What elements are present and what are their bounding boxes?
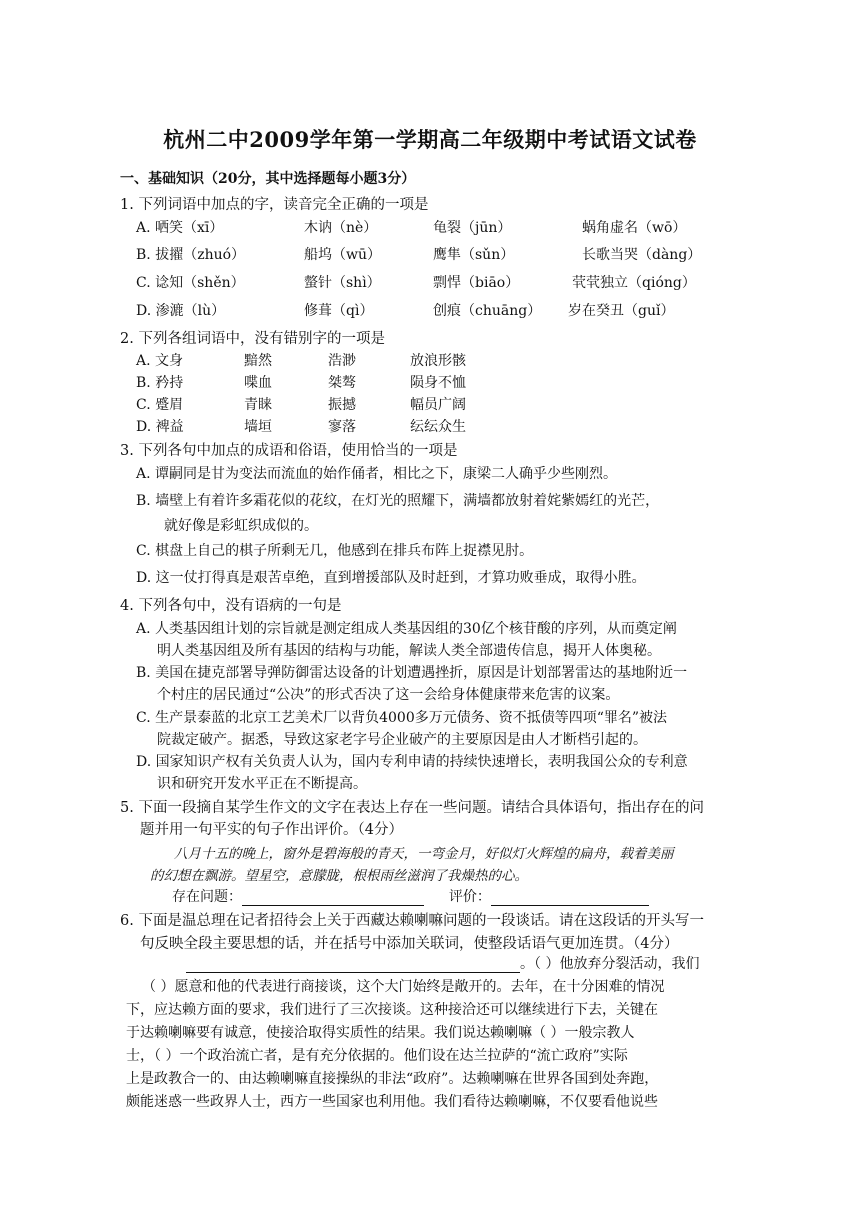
q5-comment-label: 评价：	[448, 889, 491, 905]
q3-option-d: D. 这一仗打得真是艰苦卓绝，直到增援部队及时赶到，才算功败垂成，取得小胜。	[136, 570, 646, 586]
q1-d-1: D. 渗漉（lù）	[136, 303, 226, 319]
question-5-stem-line2: 题并用一句平实的句子作出评价。（4分）	[140, 822, 403, 838]
q1-a-4: 蜗角虚名（wō）	[582, 220, 687, 236]
q1-d-4: 岁在癸丑（guǐ）	[568, 303, 675, 319]
q2-c-1: C. 蹙眉	[136, 397, 184, 413]
q1-c-1: C. 谂知（shěn）	[136, 275, 245, 291]
q1-b-1: B. 拔擢（zhuó）	[136, 247, 246, 263]
q4-option-c-line1: C. 生产景泰蓝的北京工艺美术厂以背负4000多万元债务、资不抵债等四项“罪名”被法	[136, 710, 668, 726]
question-6-stem-line1: 6. 下面是温总理在记者招待会上关于西藏达赖喇嘛问题的一段谈话。请在这段话的开头写一	[120, 913, 704, 929]
question-1-stem: 1. 下列词语中加点的字，读音完全正确的一项是	[120, 197, 429, 213]
q1-a-3: 龟裂（jūn）	[433, 220, 512, 236]
q5-passage-line2: 的幻想在飘游。望星空，意朦胧，根根雨丝滋润了我燥热的心。	[150, 868, 528, 884]
q5-problem-blank[interactable]	[242, 891, 424, 906]
q5-answer-line	[172, 886, 649, 906]
q1-d-2: 修葺（qì）	[304, 303, 374, 319]
q6-text-line1: 。（ ）他放弃分裂活动，我们	[520, 956, 700, 972]
q2-d-3: 寥落	[328, 419, 356, 435]
question-5-stem-line1: 5. 下面一段摘自某学生作文的文字在表达上存在一些问题。请结合具体语句，指出存在的问	[120, 800, 704, 816]
question-3-stem: 3. 下列各句中加点的成语和俗语，使用恰当的一项是	[120, 443, 458, 459]
q2-d-1: D. 裨益	[136, 419, 184, 435]
q2-a-1: A. 文身	[136, 353, 184, 369]
q2-c-4: 幅员广阔	[410, 397, 466, 413]
q4-option-d-line2: 识和研究开发水平正在不断提高。	[157, 776, 367, 792]
q2-b-4: 陨身不恤	[410, 375, 466, 391]
question-4-stem: 4. 下列各句中，没有语病的一句是	[120, 598, 342, 614]
q6-text-line5: 士，（ ）一个政治流亡者，是有充分依据的。他们设在达兰拉萨的“流亡政府”实际	[126, 1048, 628, 1064]
q1-c-4: 茕茕独立（qióng）	[572, 275, 696, 291]
q4-option-c-line2: 院裁定破产。据悉，导致这家老字号企业破产的主要原因是由人才断档引起的。	[157, 732, 647, 748]
q1-b-4: 长歌当哭（dàng）	[582, 247, 702, 263]
q2-b-3: 桀骜	[328, 375, 356, 391]
q6-opening-blank[interactable]	[186, 958, 520, 973]
q2-c-3: 振撼	[328, 397, 356, 413]
q3-option-b-line1: B. 墙壁上有着许多霜花似的花纹，在灯光的照耀下，满墙都放射着姹紫嫣红的光芒，	[136, 493, 660, 509]
q3-option-c: C. 棋盘上自己的棋子所剩无几，他感到在排兵布阵上捉襟见肘。	[136, 543, 534, 559]
q2-c-2: 青睐	[244, 397, 272, 413]
question-2-stem: 2. 下列各组词语中，没有错别字的一项是	[120, 331, 385, 347]
q1-d-3: 创痕（chuāng）	[433, 303, 542, 319]
q5-passage-line1: 八月十五的晚上，窗外是碧海般的青天，一弯金月，好似灯火辉煌的扁舟，载着美丽	[174, 846, 674, 862]
q4-option-b-line1: B. 美国在捷克部署导弹防御雷达设备的计划遭遇挫折，原因是计划部署雷达的基地附近一	[136, 665, 688, 681]
q1-a-1: A. 哂笑（xī）	[136, 220, 224, 236]
q6-text-line7: 颇能迷惑一些政界人士，西方一些国家也利用他。我们看待达赖喇嘛，不仅要看他说些	[126, 1094, 658, 1110]
page-title: 杭州二中2009学年第一学期高二年级期中考试语文试卷	[163, 127, 697, 152]
q4-option-a-line1: A. 人类基因组计划的宗旨就是测定组成人类基因组的30亿个核苷酸的序列，从而奠定阐	[136, 621, 677, 637]
q5-comment-blank[interactable]	[491, 891, 649, 906]
q6-text-line4: 于达赖喇嘛要有诚意，使接洽取得实质性的结果。我们说达赖喇嘛（ ）一般宗教人	[126, 1025, 635, 1041]
q4-option-a-line2: 明人类基因组及所有基因的结构与功能，解读人类全部遗传信息，揭开人体奥秘。	[157, 643, 661, 659]
q3-option-a: A. 谭嗣同是甘为变法而流血的始作俑者，相比之下，康梁二人确乎少些刚烈。	[136, 466, 618, 482]
q1-b-3: 鹰隼（sǔn）	[433, 247, 515, 263]
q3-option-b-line2: 就好像是彩虹织成似的。	[164, 518, 318, 534]
q2-a-3: 浩渺	[328, 353, 356, 369]
q2-b-1: B. 矜持	[136, 375, 184, 391]
q1-c-3: 剽悍（biāo）	[433, 275, 520, 291]
section-heading: 一、基础知识（20分，其中选择题每小题3分）	[120, 171, 416, 187]
q6-line1	[186, 953, 699, 973]
q2-b-2: 喋血	[244, 375, 272, 391]
q6-text-line2: （ ）愿意和他的代表进行商接谈，这个大门始终是敞开的。去年，在十分困难的情况	[142, 979, 665, 995]
q2-a-2: 黯然	[244, 353, 272, 369]
q4-option-d-line1: D. 国家知识产权有关负责人认为，国内专利申请的持续快速增长，表明我国公众的专利意	[136, 754, 688, 770]
q5-problem-label: 存在问题：	[172, 889, 242, 905]
q1-b-2: 船坞（wū）	[304, 247, 381, 263]
q2-d-4: 纭纭众生	[410, 419, 466, 435]
q1-c-2: 螫针（shì）	[304, 275, 381, 291]
q4-option-b-line2: 个村庄的居民通过“公决”的形式否决了这一会给身体健康带来危害的议案。	[157, 687, 620, 703]
q1-a-2: 木讷（nè）	[304, 220, 378, 236]
q2-d-2: 墙垣	[244, 419, 272, 435]
q6-text-line6: 上是政教合一的、由达赖喇嘛直接操纵的非法“政府”。达赖喇嘛在世界各国到处奔跑，	[126, 1071, 659, 1087]
q2-a-4: 放浪形骸	[410, 353, 466, 369]
question-6-stem-line2: 句反映全段主要思想的话，并在括号中添加关联词，使整段话语气更加连贯。（4分）	[140, 936, 679, 952]
q6-text-line3: 下，应达赖方面的要求，我们进行了三次接谈。这种接洽还可以继续进行下去，关键在	[126, 1002, 658, 1018]
